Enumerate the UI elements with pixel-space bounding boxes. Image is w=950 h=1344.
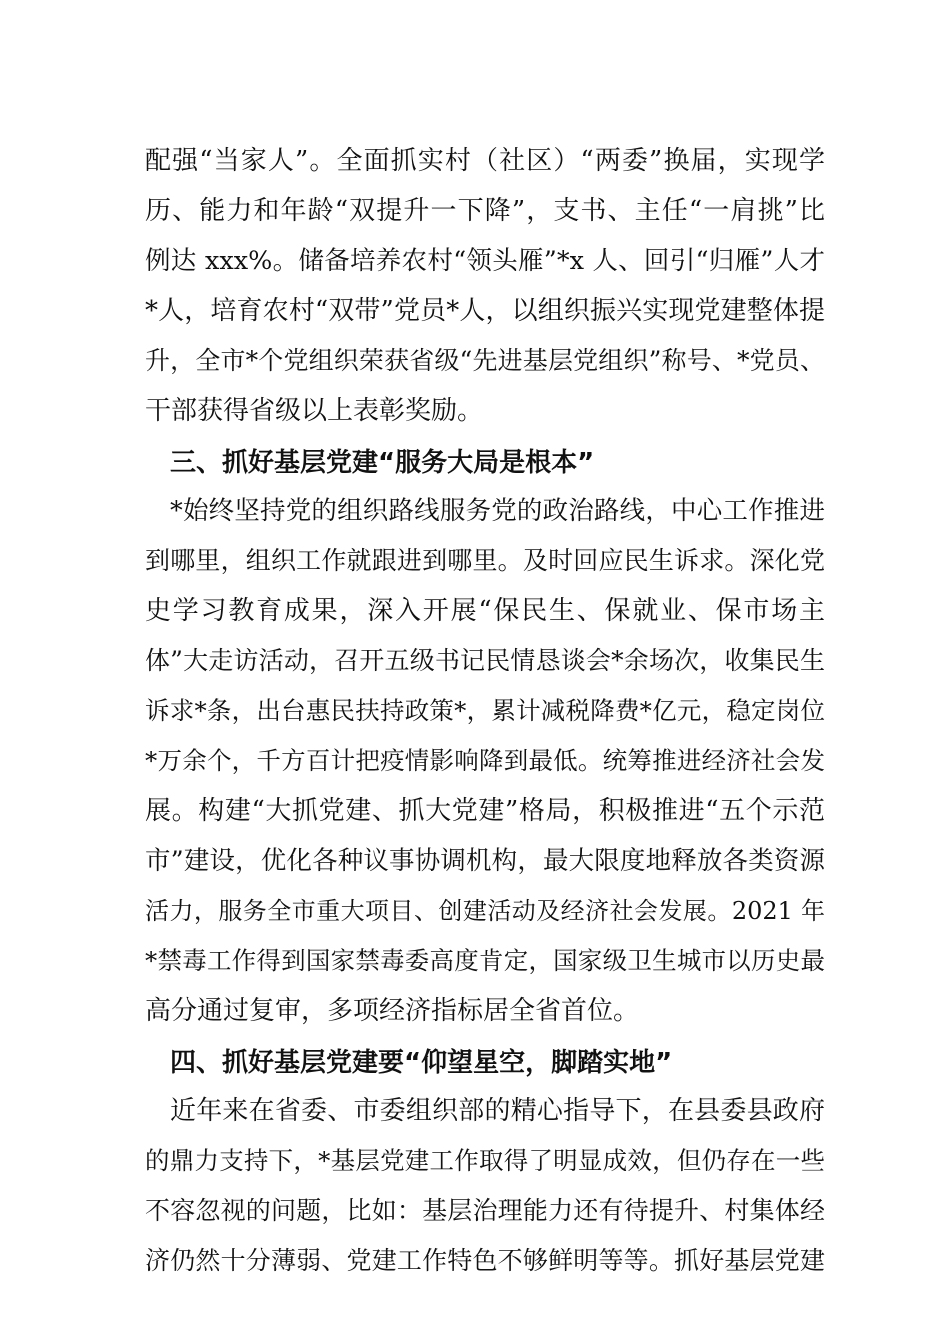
paragraph-line: 活力，服务全市重大项目、创建活动及经济社会发展。2021 年 [145, 897, 825, 925]
paragraph-line: 不容忽视的问题，比如：基层治理能力还有待提升、村集体经 [145, 1196, 825, 1225]
paragraph-line: *人，培育农村“双带”党员*人，以组织振兴实现党建整体提 [145, 296, 825, 326]
section-heading-4: 四、抓好基层党建要“仰望星空，脚踏实地” [170, 1048, 673, 1078]
paragraph-line: 干部获得省级以上表彰奖励。 [145, 396, 484, 426]
paragraph-line: 历、能力和年龄“双提升一下降”，支书、主任“一肩挑”比 [145, 196, 825, 226]
paragraph-line: 升，全市*个党组织荣获省级“先进基层党组织”称号、*党员、 [145, 346, 825, 375]
paragraph-line: 展。构建“大抓党建、抓大党建”格局，积极推进“五个示范 [145, 796, 825, 826]
paragraph-line: 市”建设，优化各种议事协调机构，最大限度地释放各类资源 [145, 846, 825, 876]
section-heading-3: 三、抓好基层党建“服务大局是根本” [170, 448, 595, 478]
paragraph-line: 体”大走访活动，召开五级书记民情恳谈会*余场次，收集民生 [145, 646, 825, 675]
paragraph-line: 近年来在省委、市委组织部的精心指导下，在县委县政府 [170, 1096, 825, 1126]
paragraph-line: 高分通过复审，多项经济指标居全省首位。 [145, 996, 640, 1026]
paragraph-line: 配强“当家人”。全面抓实村（社区）“两委”换届，实现学 [145, 146, 825, 176]
paragraph-line: *始终坚持党的组织路线服务党的政治路线，中心工作推进 [170, 496, 825, 526]
paragraph-line: 的鼎力支持下，*基层党建工作取得了明显成效，但仍存在一些 [145, 1146, 825, 1175]
paragraph-line: 诉求*条，出台惠民扶持政策*，累计减税降费*亿元，稳定岗位 [145, 696, 825, 725]
paragraph-line: *万余个，千方百计把疫情影响降到最低。统筹推进经济社会发 [145, 746, 825, 775]
paragraph-line: 例达 xxx%。储备培养农村“领头雁”*x 人、回引“归雁”人才 [145, 246, 825, 276]
paragraph-line: *禁毒工作得到国家禁毒委高度肯定，国家级卫生城市以历史最 [145, 946, 825, 975]
paragraph-line: 济仍然十分薄弱、党建工作特色不够鲜明等等。抓好基层党建 [145, 1246, 825, 1275]
paragraph-line: 史学习教育成果，深入开展“保民生、保就业、保市场主 [145, 596, 825, 626]
paragraph-line: 到哪里，组织工作就跟进到哪里。及时回应民生诉求。深化党 [145, 546, 825, 575]
